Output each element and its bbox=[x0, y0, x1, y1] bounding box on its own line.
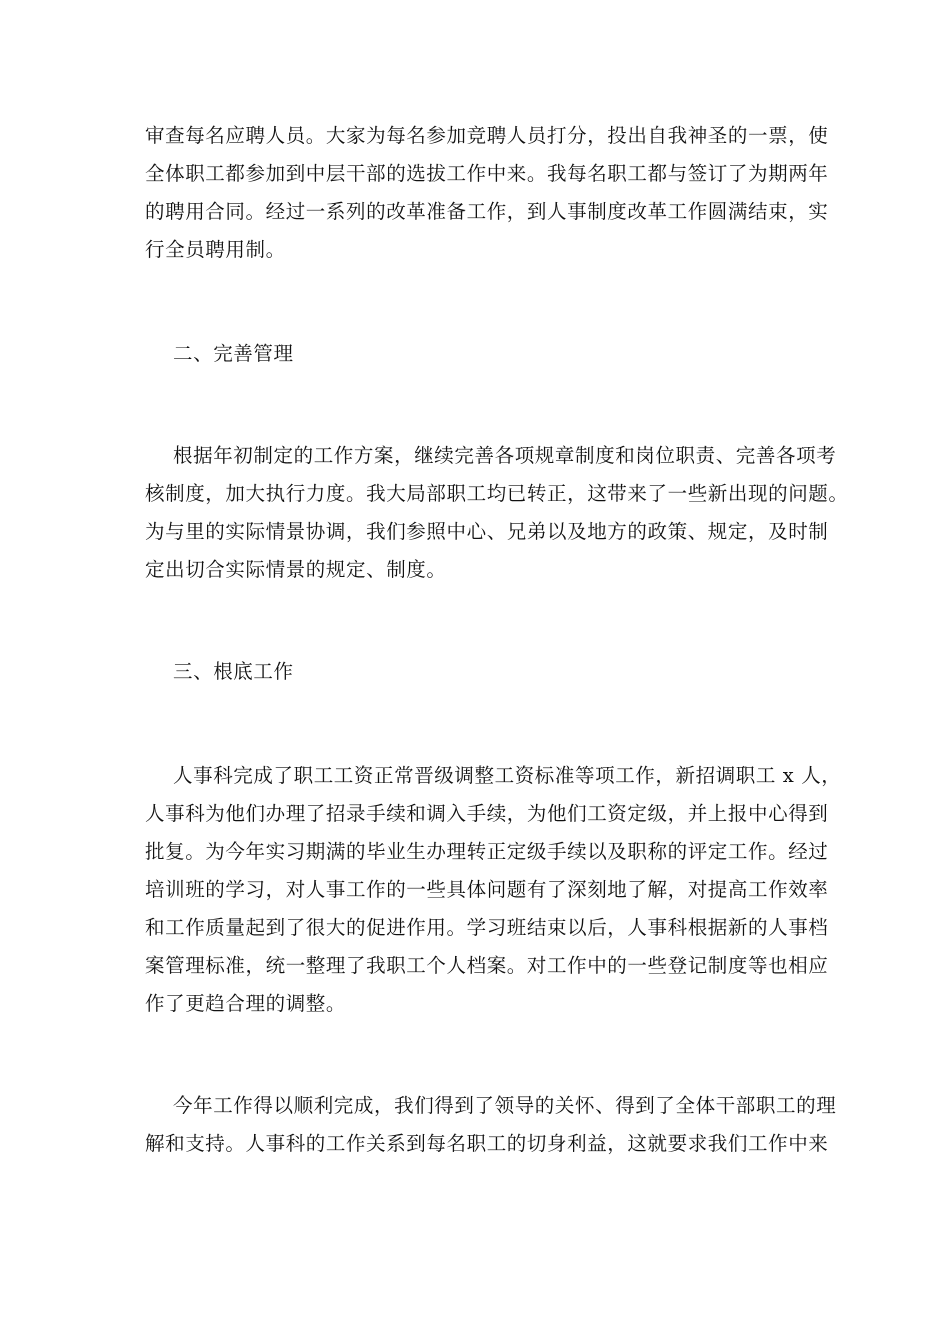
paragraph-line: 人事科为他们办理了招录手续和调入手续，为他们工资定级，并上报中心得到 bbox=[145, 802, 829, 825]
paragraph-line: 行全员聘用制。 bbox=[145, 238, 286, 261]
paragraph-line: 人事科完成了职工工资正常晋级调整工资标准等项工作，新招调职工 x 人， bbox=[173, 764, 842, 787]
paragraph-line: 和工作质量起到了很大的促进作用。学习班结束以后，人事科根据新的人事档 bbox=[145, 916, 829, 939]
paragraph-line: 核制度，加大执行力度。我大局部职工均已转正，这带来了一些新出现的问题。 bbox=[145, 482, 849, 505]
paragraph-line: 今年工作得以顺利完成，我们得到了领导的关怀、得到了全体干部职工的理 bbox=[173, 1094, 837, 1117]
paragraph-line: 解和支持。人事科的工作关系到每名职工的切身利益，这就要求我们工作中来 bbox=[145, 1132, 829, 1155]
paragraph-line: 的聘用合同。经过一系列的改革准备工作，到人事制度改革工作圆满结束，实 bbox=[145, 200, 829, 223]
paragraph-line: 根据年初制定的工作方案，继续完善各项规章制度和岗位职责、完善各项考 bbox=[173, 444, 837, 467]
paragraph-line: 全体职工都参加到中层干部的选拔工作中来。我每名职工都与签订了为期两年 bbox=[145, 162, 829, 185]
paragraph-line: 作了更趋合理的调整。 bbox=[145, 992, 347, 1015]
section-heading: 二、完善管理 bbox=[173, 342, 294, 365]
paragraph-line: 为与里的实际情景协调，我们参照中心、兄弟以及地方的政策、规定，及时制 bbox=[145, 520, 829, 543]
paragraph-line: 审查每名应聘人员。大家为每名参加竞聘人员打分，投出自我神圣的一票，使 bbox=[145, 124, 829, 147]
paragraph-line: 定出切合实际情景的规定、制度。 bbox=[145, 558, 447, 581]
paragraph-line: 案管理标准，统一整理了我职工个人档案。对工作中的一些登记制度等也相应 bbox=[145, 954, 829, 977]
paragraph-line: 培训班的学习，对人事工作的一些具体问题有了深刻地了解，对提高工作效率 bbox=[145, 878, 829, 901]
section-heading: 三、根底工作 bbox=[173, 660, 294, 683]
paragraph-line: 批复。为今年实习期满的毕业生办理转正定级手续以及职称的评定工作。经过 bbox=[145, 840, 829, 863]
